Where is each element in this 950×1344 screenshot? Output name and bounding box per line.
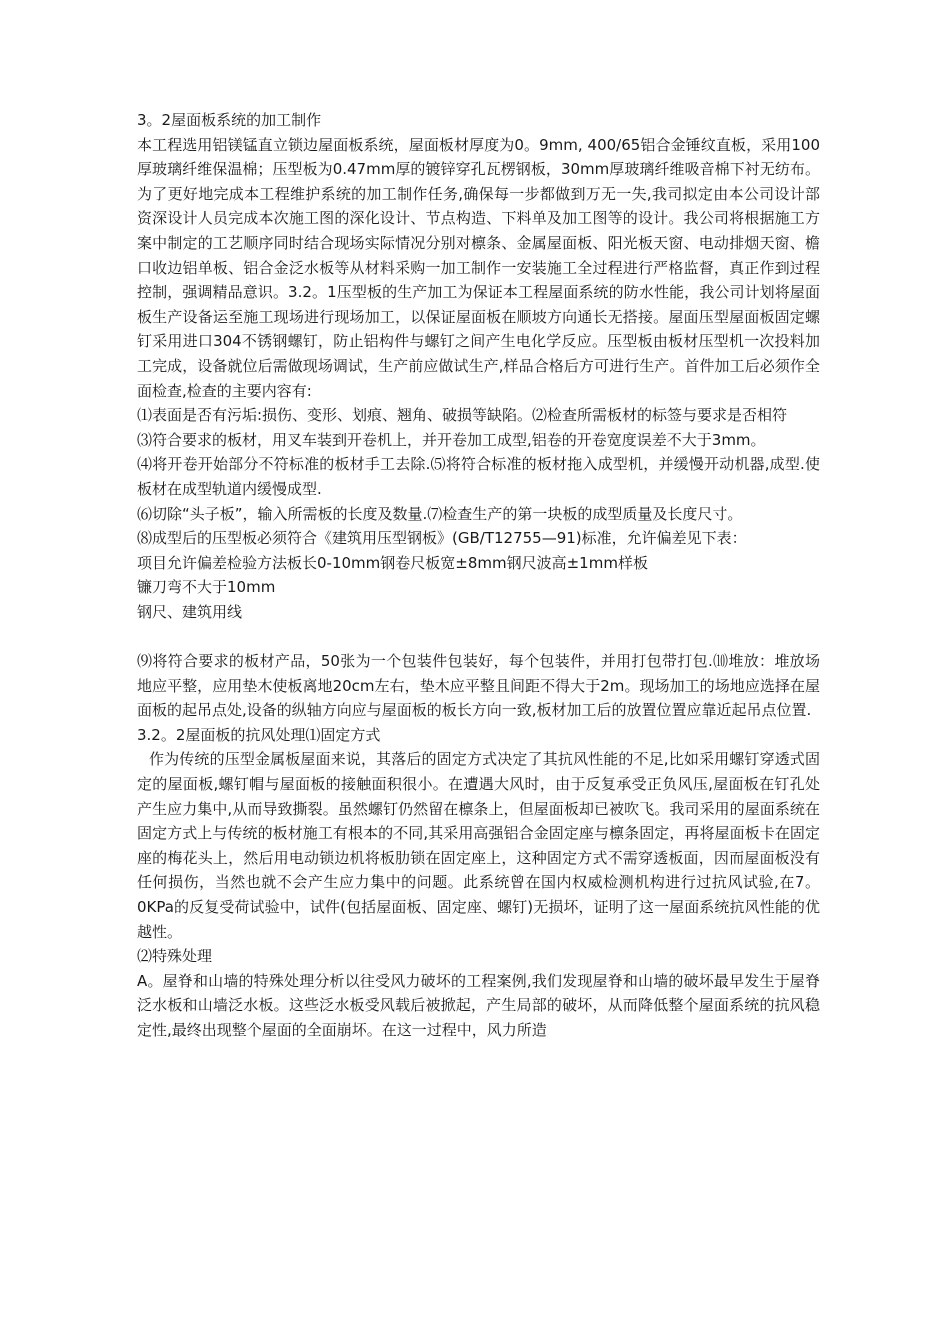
inspection-item-8: ⑻成型后的压型板必须符合《建筑用压型钢板》(GB/T12755—91)标准，允许偏差见下表： (137, 529, 747, 548)
intro-paragraph: 本工程选用铝镁锰直立锁边屋面板系统，屋面板材厚度为0。9mm, 400/65铝合金锤纹直板，采用100厚玻璃纤维保温棉；压型板为0.47mm厚的镀锌穿孔瓦楞钢板，30mm厚玻璃纤维吸音棉下衬无纺布。为了更好地完成本工程维护系统的加工制作任务,确保每一步都做到万无一失,我司拟定由本公司设计部资深设计人员完成本次施工图的深化设计、节点构造、下料单及加工图等的设计。我公司将根据施工方案中制定的工艺顺序同时结合现场实际情况分别对檩条、金属屋面板、阳光板天窗、电动排烟天窗、檐口收边铝单板、铝合金泛水板等从材料采购一加工制作一安装施工全过程进行严格监督，真正作到过程控制，强调精品意识。3.2。1压型板的生产加工为保证本工程屋面系统的防水性能，我公司计划将屋面板生产设备运至施工现场进行现场加工，以保证屋面板在顺坡方向通长无搭接。屋面压型屋面板固定螺钉采用进口304不锈钢螺钉，防止铝构件与螺钉之间产生电化学反应。压型板由板材压型机一次投料加工完成，设备就位后需做现场调试，生产前应做试生产,样品合格后方可进行生产。首件加工后必须作全面检查,检查的主要内容有: (137, 135, 820, 400)
inspection-item-4-5: ⑷将开卷开始部分不符标准的板材手工去除.⑸将符合标准的板材拖入成型机，并缓慢开动机器,成型.使板材在成型轨道内缓慢成型. (137, 455, 820, 498)
blank-line (137, 624, 820, 649)
inspection-item-1-2: ⑴表面是否有污垢:损伤、变形、划痕、翘角、破损等缺陷。⑵检查所需板材的标签与要求是否相符 (137, 406, 788, 425)
document-body (137, 108, 820, 1043)
inspection-item-3: ⑶符合要求的板材，用叉车装到开卷机上，并开卷加工成型,铝卷的开卷宽度误差不大于3mm。 (137, 430, 766, 449)
wind-resistance-paragraph: 作为传统的压型金属板屋面来说，其落后的固定方式决定了其抗风性能的不足,比如采用螺钉穿透式固定的屋面板,螺钉帽与屋面板的接触面积很小。在遭遇大风时，由于反复承受正负风压,屋面板在钉孔处产生应力集中,从而导致撕裂。虽然螺钉仍然留在檩条上，但屋面板却已被吹飞。我司采用的屋面系统在固定方式上与传统的板材施工有根本的不同,其采用高强铝合金固定座与檩条固定，再将屋面板卡在固定座的梅花头上，然后用电动锁边机将板肋锁在固定座上，这种固定方式不需穿透板面，因而屋面板没有任何损伤，当然也就不会产生应力集中的问题。此系统曾在国内权威检测机构进行过抗风试验,在7。0KPa的反复受荷试验中，试件(包括屋面板、固定座、螺钉)无损坏，证明了这一屋面系统抗风性能的优越性。 (137, 750, 820, 941)
section-heading-3-2: 3。2屋面板系统的加工制作 (137, 111, 322, 129)
tolerance-table-line-3: 钢尺、建筑用线 (137, 602, 243, 621)
tolerance-table-line-2: 镰刀弯不大于10mm (137, 578, 276, 597)
inspection-item-6-7: ⑹切除“头子板”，输入所需板的长度及数量.⑺检查生产的第一块板的成型质量及长度尺寸。 (137, 504, 743, 523)
section-heading-3-2-2: 3.2。2屋面板的抗风处理⑴固定方式 (137, 725, 381, 744)
tolerance-table-line-1: 项目允许偏差检验方法板长0-10mm钢卷尺板宽±8mm钢尺波高±1mm样板 (137, 553, 648, 572)
special-treatment-paragraph: A。屋脊和山墙的特殊处理分析以往受风力破坏的工程案例,我们发现屋脊和山墙的破坏最早发生于屋脊泛水板和山墙泛水板。这些泛水板受风载后被掀起，产生局部的破坏，从而降低整个屋面系统的抗风稳定性,最终出现整个屋面的全面崩坏。在这一过程中，风力所造 (137, 971, 820, 1039)
packing-item-9-10: ⑼将符合要求的板材产品，50张为一个包装件包装好，每个包装件，并用打包带打包.⑽堆放：堆放场地应平整，应用垫木使板离地20cm左右，垫木应平整且间距不得大于2m。现场加工的场地应选择在屋面板的起吊点处,设备的纵轴方向应与屋面板的板长方向一致,板材加工后的放置位置应靠近起吊点位置. (137, 652, 820, 720)
special-treatment-heading: ⑵特殊处理 (137, 947, 213, 966)
